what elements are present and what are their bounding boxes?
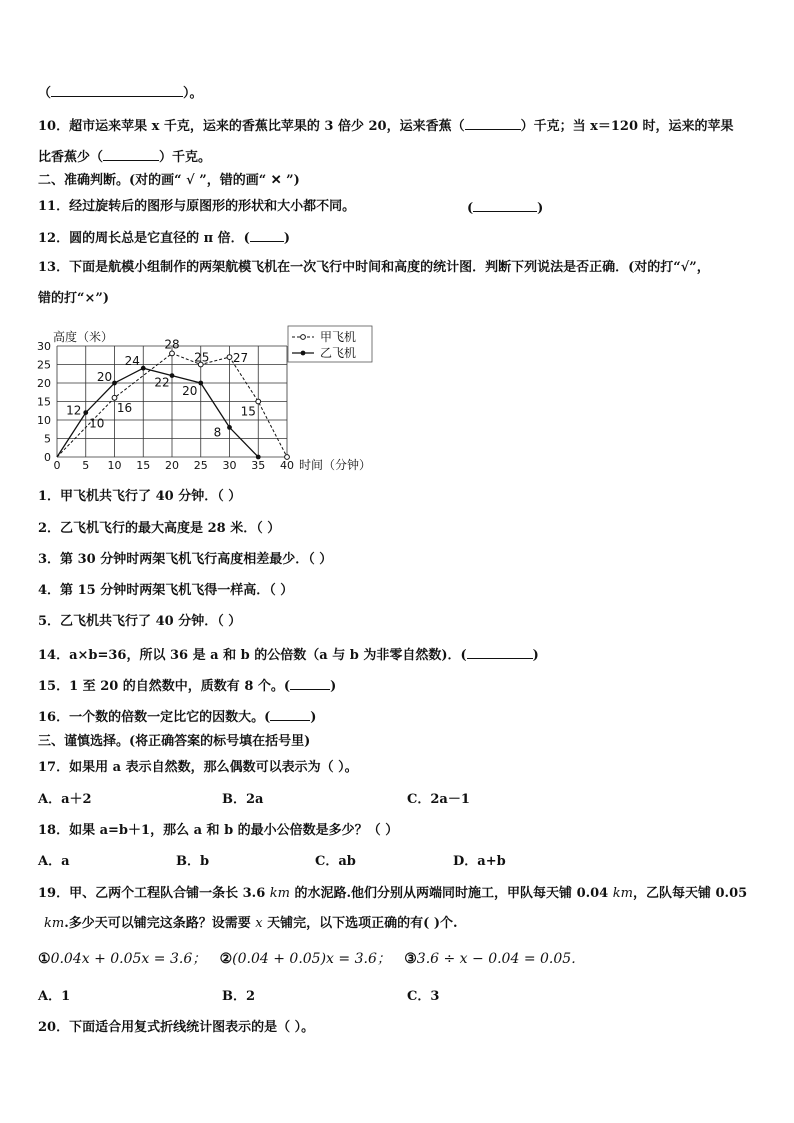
q19-text-a3: ，乙队每天铺 0.05 [632, 886, 748, 901]
question-19-line-2 [44, 915, 458, 933]
q10-text-c: 比香蕉少（ [38, 150, 104, 165]
question-15 [38, 676, 336, 696]
point-yi [256, 455, 261, 460]
statement-2: 2．乙飞机飞行的最大高度是 28 米．（ ） [38, 521, 281, 536]
data-label-yi: 20 [182, 384, 198, 398]
statement-3: 3．第 30 分钟时两架飞机飞行高度相差最少．（ ） [38, 552, 333, 567]
km-unit: km [269, 886, 290, 901]
point-jia [170, 351, 175, 356]
legend-marker-jia [301, 335, 306, 340]
q19-text-b2: 天铺完，以下选项正确的有( )个. [267, 916, 458, 931]
answer-blank[interactable] [270, 707, 310, 721]
q9-tail-text: ）。 [183, 86, 203, 101]
close-paren: ) [537, 201, 544, 216]
question-19-line-1 [38, 885, 747, 903]
data-label-jia: 16 [116, 400, 133, 415]
y-tick-label: 25 [37, 358, 51, 372]
answer-blank[interactable] [290, 676, 330, 690]
data-label-yi: 20 [96, 370, 113, 384]
x-tick-label: 35 [251, 459, 266, 472]
statement-5: 5．乙飞机共飞行了 40 分钟．（ ） [38, 614, 242, 629]
data-label-jia: 28 [164, 337, 180, 352]
data-label-yi: 12 [66, 403, 82, 418]
question-13-line-1: 13．下面是航模小组制作的两架航模飞机在一次飞行中时间和高度的统计图．判断下列说法是否正确．(对的打“√”， [38, 260, 710, 275]
y-tick-label: 15 [37, 395, 51, 409]
data-label-jia: 27 [232, 351, 249, 366]
q18-option-d[interactable]: D．a+b [453, 854, 506, 869]
altitude-line-chart [30, 322, 390, 472]
q12-text: 12．圆的周长总是它直径的 π 倍．( [38, 231, 250, 246]
statement-1: 1．甲飞机共飞行了 40 分钟．（ ） [38, 489, 242, 504]
x-tick-label: 20 [165, 459, 179, 472]
eq-1-number: ① [38, 951, 51, 967]
eq-2-expression: (0.04 + 0.05)x = 3.6； [232, 951, 391, 967]
q14-text: 14．a×b=36，所以 36 是 a 和 b 的公倍数（a 与 b 为非零自然数)．( [38, 648, 467, 663]
data-label-yi: 8 [213, 425, 222, 440]
y-axis-label: 高度（米） [53, 330, 114, 344]
answer-blank[interactable] [465, 116, 521, 130]
point-yi [170, 373, 175, 378]
close-paren: ) [283, 231, 290, 246]
q16-text: 16．一个数的倍数一定比它的因数大。( [38, 710, 271, 725]
q18-option-c[interactable]: C．ab [315, 854, 356, 869]
q19-equations [38, 950, 585, 968]
q17-option-a[interactable]: A．a＋2 [38, 792, 92, 807]
point-jia [227, 355, 232, 360]
x-tick-label: 0 [53, 459, 61, 472]
legend-label-jia: 甲飞机 [320, 330, 357, 344]
answer-blank[interactable] [103, 147, 159, 161]
q18-option-a[interactable]: A．a [38, 854, 70, 869]
q17-option-b[interactable]: B．2a [222, 792, 264, 807]
data-label-yi: 22 [154, 375, 170, 390]
q19-text-a2: 的水泥路.他们分别从两端同时施工，甲队每天铺 0.04 [294, 886, 609, 901]
x-tick-label: 10 [107, 459, 122, 472]
km-unit: km [612, 886, 633, 901]
question-14 [38, 645, 539, 665]
q17-option-c[interactable]: C．2a－1 [407, 792, 470, 807]
question-11: 11．经过旋转后的图形与原图形的形状和大小都不同。 [38, 199, 356, 214]
data-label-yi: 24 [124, 354, 140, 369]
q19-text-b1: .多少天可以铺完这条路？设需要 [64, 916, 251, 931]
x-tick-label: 25 [193, 459, 208, 472]
question-12 [38, 228, 290, 248]
q9-answer-line: （ ）。 [38, 83, 203, 103]
y-tick-label: 10 [37, 414, 51, 427]
question-18: 18．如果 a=b＋1，那么 a 和 b 的最小公倍数是多少？（ ） [38, 823, 399, 838]
q19-text-a1: 19．甲、乙两个工程队合铺一条长 3.6 [38, 886, 266, 901]
close-paren: ) [310, 710, 317, 725]
eq-2-number: ② [219, 951, 233, 967]
point-yi [141, 366, 146, 371]
eq-1-expression: 0.04x + 0.05x = 3.6； [50, 951, 207, 967]
y-tick-label: 0 [44, 451, 51, 464]
point-yi [112, 381, 117, 386]
question-16 [38, 707, 316, 727]
question-17: 17．如果用 a 表示自然数，那么偶数可以表示为（ ）。 [38, 760, 358, 775]
answer-blank[interactable] [51, 83, 183, 97]
point-yi [227, 425, 232, 430]
point-yi [198, 381, 203, 386]
legend-marker-yi [301, 351, 306, 356]
eq-3-number: ③ [404, 951, 417, 967]
data-label-jia: 25 [194, 350, 210, 365]
point-jia [112, 395, 117, 400]
section-2-heading: 二、准确判断。(对的画“ √ ”，错的画“ ✕ ”) [38, 173, 300, 188]
close-paren: ) [330, 679, 337, 694]
point-jia [285, 455, 290, 460]
q15-text: 15．1 至 20 的自然数中，质数有 8 个。( [38, 679, 291, 694]
km-unit: km [44, 916, 65, 931]
data-label-extra: 10 [89, 416, 105, 431]
x-tick-label: 5 [82, 459, 90, 472]
q18-option-b[interactable]: B．b [176, 854, 210, 869]
legend-label-yi: 乙飞机 [320, 346, 357, 360]
x-tick-label: 40 [280, 459, 294, 472]
answer-blank[interactable] [473, 198, 537, 212]
y-tick-label: 30 [37, 340, 51, 353]
close-paren: ) [532, 648, 539, 663]
point-jia [256, 399, 261, 404]
question-10-line-1 [38, 116, 734, 136]
question-13-line-2: 错的打“×”) [38, 291, 109, 306]
q19-option-c[interactable]: C．3 [407, 989, 440, 1004]
answer-blank[interactable] [467, 645, 533, 659]
q19-option-a[interactable]: A．1 [38, 989, 71, 1004]
statement-4: 4．第 15 分钟时两架飞机飞得一样高．（ ） [38, 583, 294, 598]
y-tick-label: 5 [44, 432, 51, 446]
x-tick-label: 30 [222, 459, 237, 472]
answer-blank[interactable] [250, 228, 284, 242]
q19-option-b[interactable]: B．2 [222, 989, 256, 1004]
x-tick-label: 15 [136, 459, 151, 472]
q10-text-d: ）千克。 [159, 150, 212, 165]
eq-3-expression: 3.6 ÷ x − 0.04 = 0.05． [416, 951, 586, 967]
y-tick-label: 20 [37, 377, 51, 390]
x-axis-label: 时间（分钟） [299, 458, 372, 472]
q11-answer: ( ) [467, 198, 543, 218]
variable-x: x [255, 916, 263, 931]
q10-text-b: ）千克；当 x＝120 时，运来的苹果 [520, 119, 734, 134]
question-10-line-2 [38, 147, 211, 167]
question-20: 20．下面适合用复式折线统计图表示的是（ ）。 [38, 1020, 315, 1035]
section-3-heading: 三、谨慎选择。(将正确答案的标号填在括号里) [38, 734, 311, 749]
data-label-jia: 15 [240, 404, 256, 419]
point-yi [83, 410, 88, 415]
q10-text-a: 10．超市运来苹果 x 千克，运来的香蕉比苹果的 3 倍少 20，运来香蕉（ [38, 119, 465, 134]
